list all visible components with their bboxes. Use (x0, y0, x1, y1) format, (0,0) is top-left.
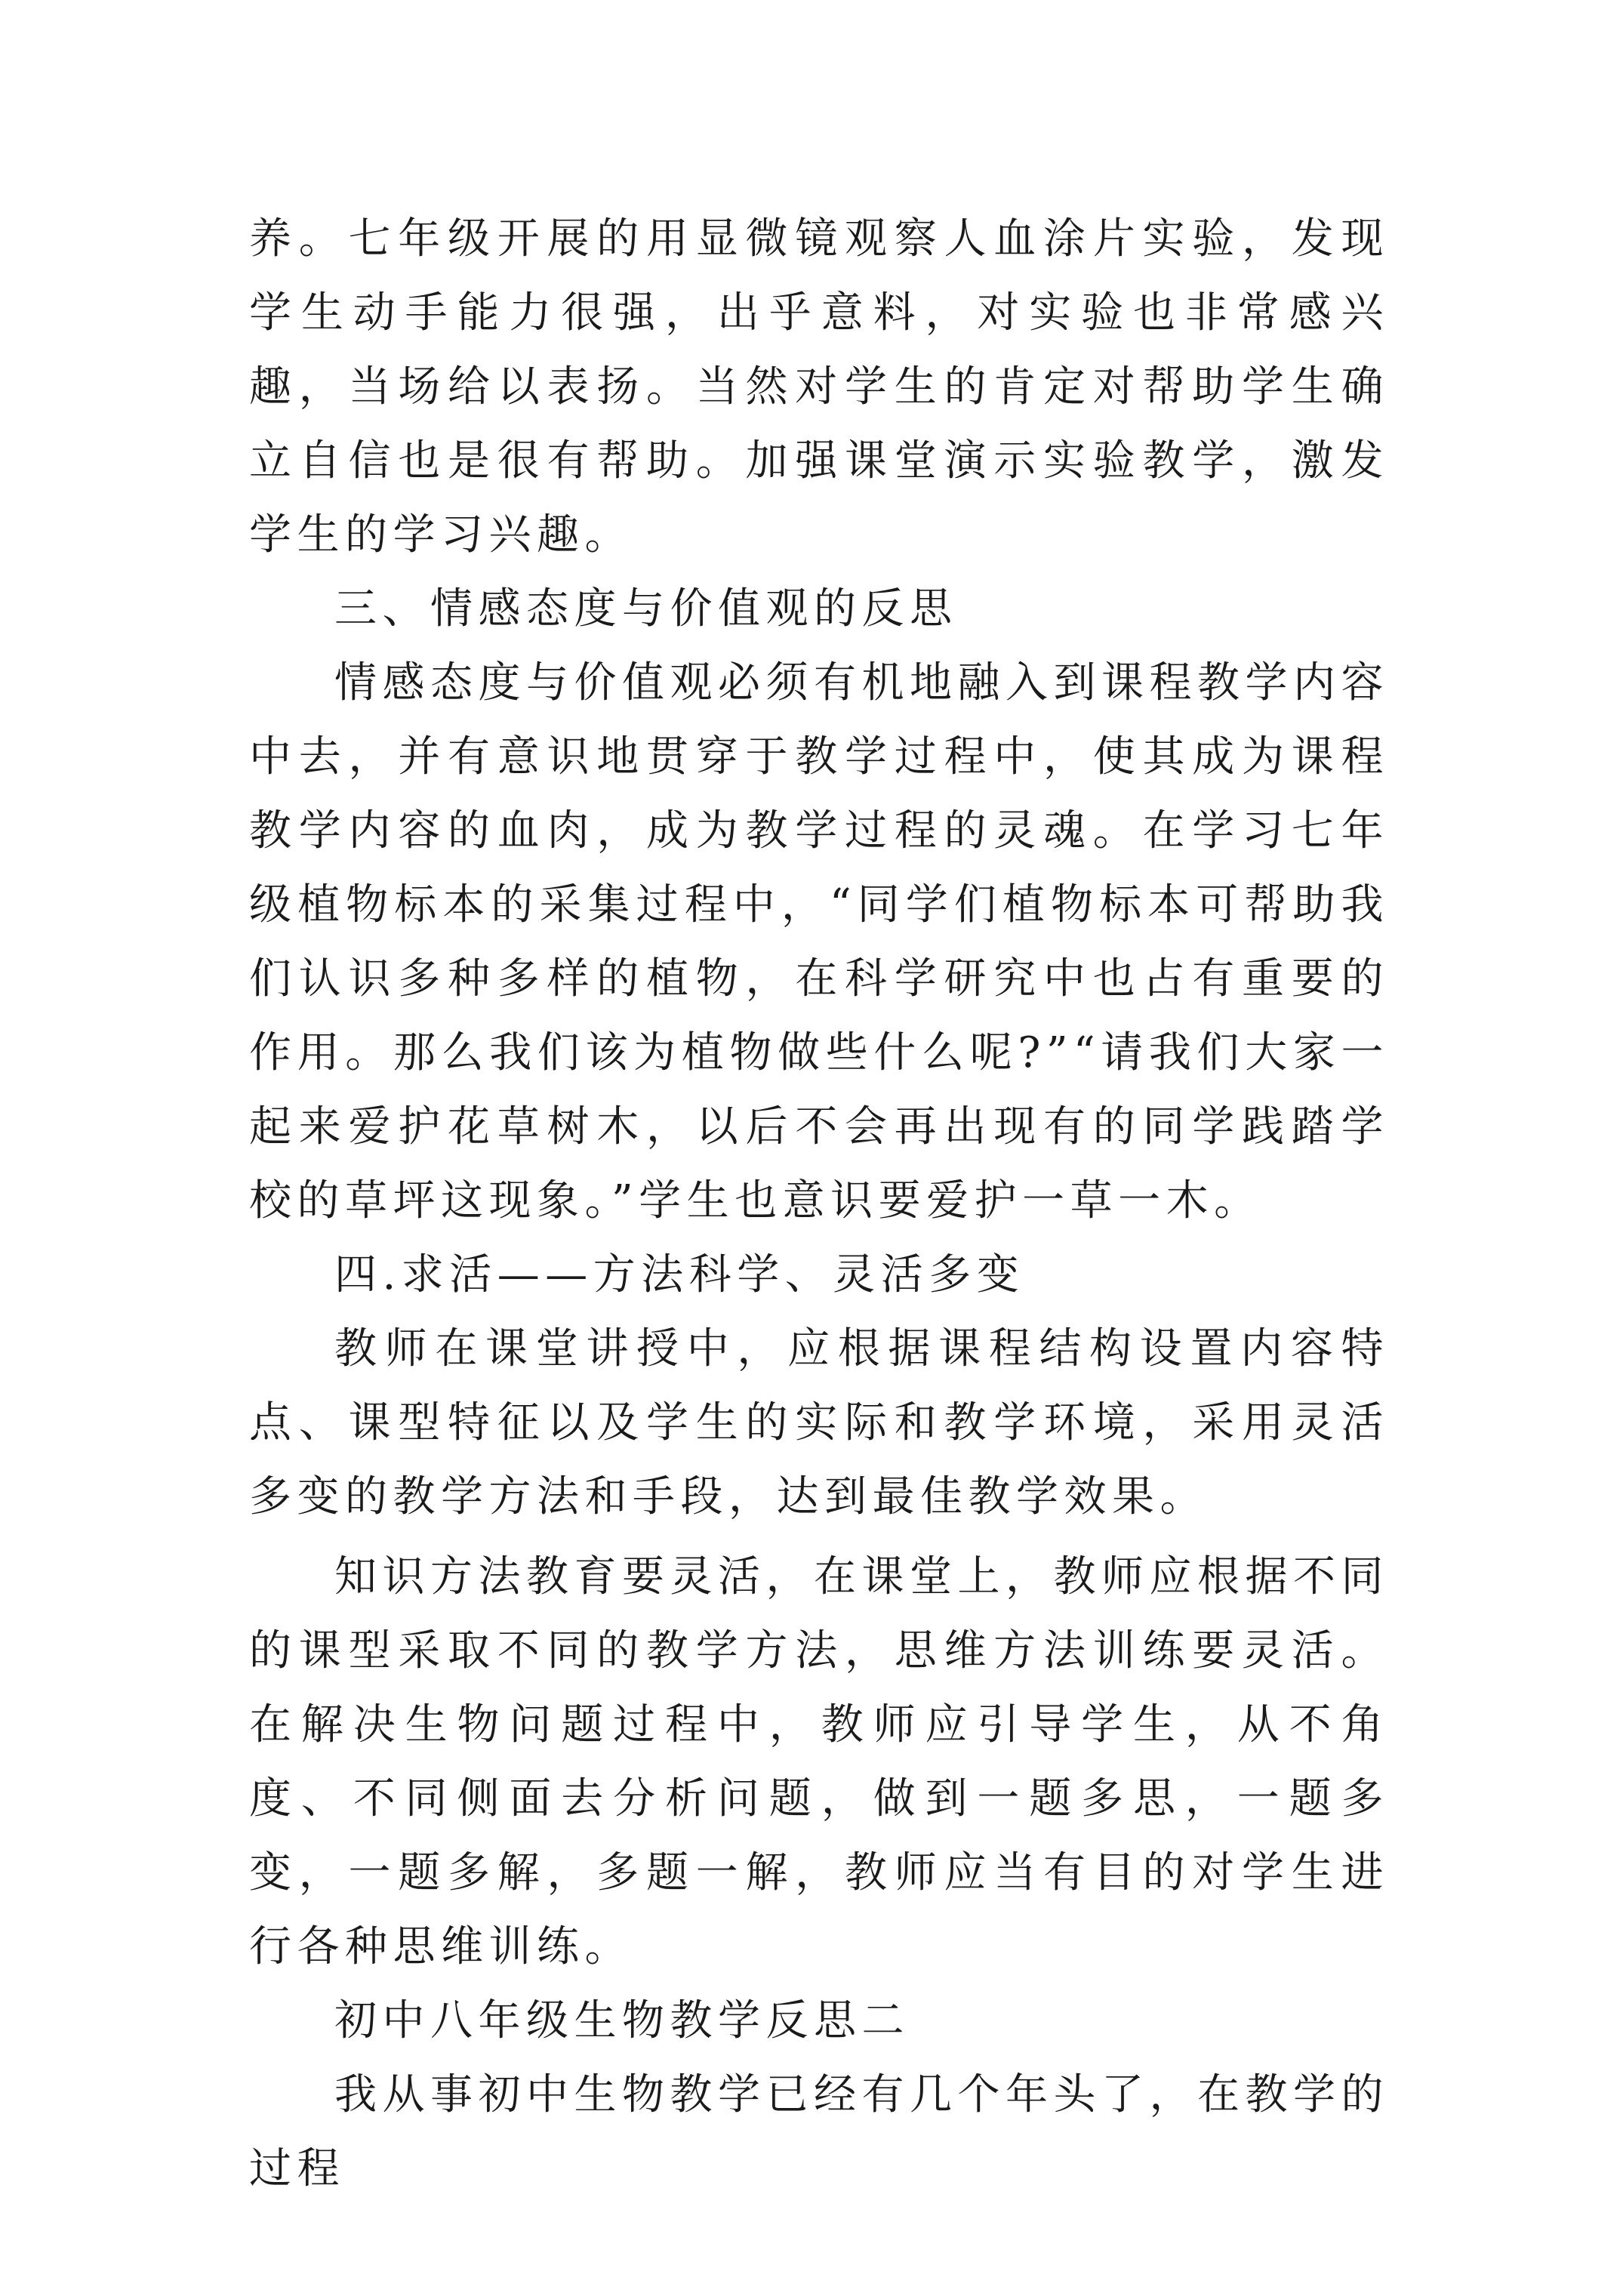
paragraph-knowledge-methods: 知识方法教育要灵活，在课堂上，教师应根据不同的课型采取不同的教学方法，思维方法训练要灵活。在解决生物问题过程中，教师应引导学生，从不角度、不同侧面去分析问题，做到一题多思，一题多变，一题多解，多题一解，教师应当有目的对学生进行各种思维训练。 (249, 1552, 1389, 1971)
paragraph-attitude-values: 情感态度与价值观必须有机地融入到课程教学内容中去，并有意识地贯穿于教学过程中，使其成为课程教学内容的血肉，成为教学过程的灵魂。在学习七年级植物标本的采集过程中，“同学们植物标本可帮助我们认识多种多样的植物，在科学研究中也占有重要的作用。那么我们该为植物做些什么呢?”“请我们大家一起来爱护花草树木，以后不会再出现有的同学践踏学校的草坪这现象。”学生也意识要爱护一草一木。 (249, 658, 1389, 1225)
document-body (249, 202, 1389, 2206)
paragraph-teaching-methods: 教师在课堂讲授中，应根据课程结构设置内容特点、课型特征以及学生的实际和教学环境，采用灵活多变的教学方法和手段，达到最佳教学效果。 (249, 1324, 1389, 1521)
paragraph-experiment-interest: 养。七年级开展的用显微镜观察人血涂片实验，发现学生动手能力很强，出乎意料，对实验也非常感兴趣，当场给以表扬。当然对学生的肯定对帮助学生确立自信也是很有帮助。加强课堂演示实验教学，激发学生的学习兴趣。 (249, 214, 1389, 559)
section-heading-reflection-two: 初中八年级生物教学反思二 (334, 1996, 910, 2045)
section-heading-attitude-values: 三、情感态度与价值观的反思 (334, 584, 958, 633)
section-heading-flexible-methods: 四.求活——方法科学、灵活多变 (334, 1250, 1025, 1299)
paragraph-reflection-two-start: 我从事初中生物教学已经有几个年头了，在教学的过程 (249, 2070, 1389, 2193)
